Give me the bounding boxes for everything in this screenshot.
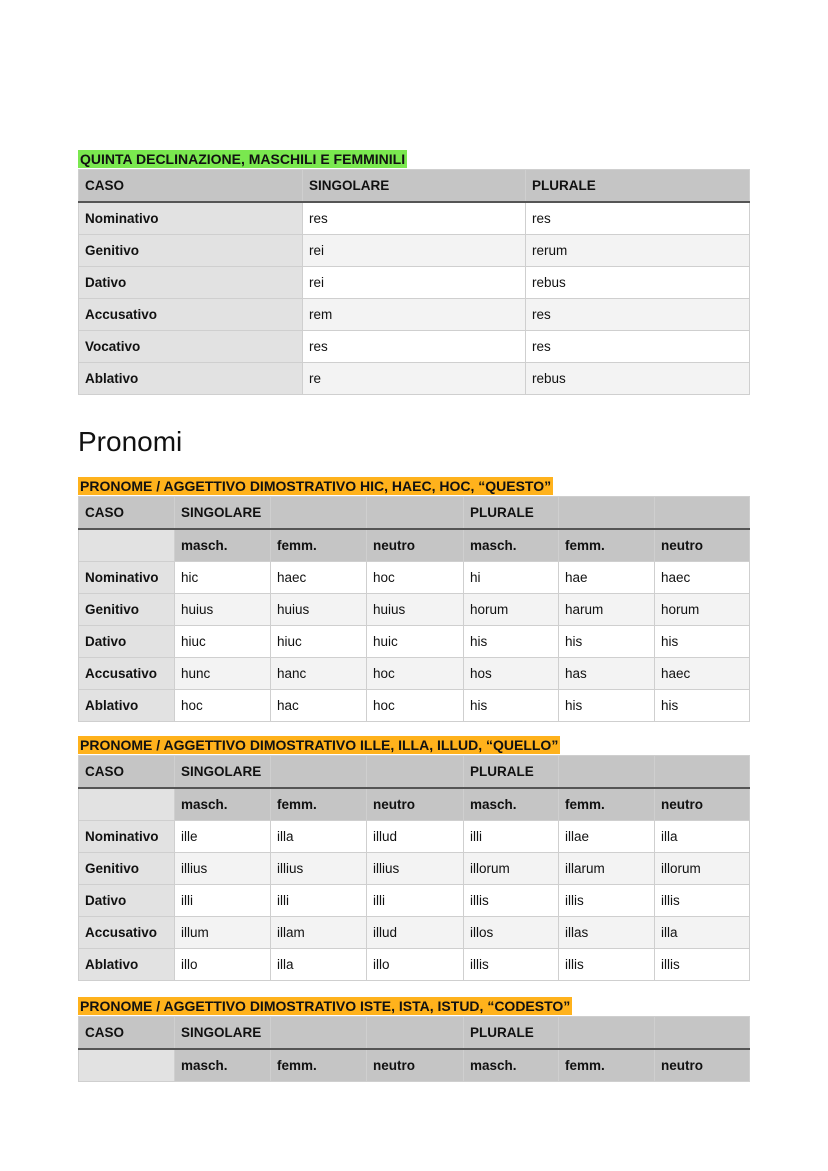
ille-subheader-row [79,788,750,821]
pronoun-form: huic [367,626,464,658]
pronoun-form: illi [464,821,559,853]
gender-header: neutro [655,529,750,562]
column-header: CASO [79,1017,175,1050]
hic-heading: PRONOME / AGGETTIVO DIMOSTRATIVO HIC, HAEC, HOC, “QUESTO” [80,478,552,494]
pronoun-form: illis [655,885,750,917]
quinta-header-row [79,170,750,203]
pronoun-form: his [559,626,655,658]
pronoun-form: haec [655,658,750,690]
pronoun-form: illis [559,949,655,981]
pronoun-form: hi [464,562,559,594]
column-header: PLURALE [464,756,559,789]
column-header [271,497,367,530]
pronoun-form: illis [464,885,559,917]
case-label: Genitivo [79,594,175,626]
case-label: Ablativo [79,363,303,395]
pronoun-form: illos [464,917,559,949]
declension-form: rei [303,267,526,299]
case-label: Dativo [79,885,175,917]
pronoun-form: hos [464,658,559,690]
pronoun-form: illi [271,885,367,917]
pronoun-form: illis [559,885,655,917]
column-header [559,497,655,530]
gender-header: femm. [271,788,367,821]
case-label: Accusativo [79,299,303,331]
table-row [79,299,750,331]
column-header: SINGOLARE [175,497,271,530]
pronoun-form: hae [559,562,655,594]
declension-form: re [303,363,526,395]
gender-header: neutro [367,1049,464,1082]
gender-header: masch. [464,788,559,821]
hic-subheader-row [79,529,750,562]
pronoun-form: hunc [175,658,271,690]
pronoun-form: hoc [367,690,464,722]
gender-header: femm. [271,1049,367,1082]
declension-form: res [526,202,750,235]
gender-header [79,788,175,821]
table-row [79,821,750,853]
pronoun-form: illa [655,821,750,853]
pronoun-form: illud [367,917,464,949]
column-header [271,1017,367,1050]
column-header [559,756,655,789]
pronoun-form: his [655,626,750,658]
column-header: PLURALE [526,170,750,203]
pronoun-form: illi [175,885,271,917]
gender-header: masch. [464,529,559,562]
pronoun-form: illam [271,917,367,949]
column-header [655,1017,750,1050]
table-row [79,885,750,917]
case-label: Nominativo [79,562,175,594]
pronoun-form: hoc [367,562,464,594]
pronoun-form: illis [464,949,559,981]
quinta-heading: QUINTA DECLINAZIONE, MASCHILI E FEMMINILI [80,151,406,167]
table-row [79,690,750,722]
pronoun-form: illorum [655,853,750,885]
iste-header-row [79,1017,750,1050]
gender-header: neutro [367,788,464,821]
declension-form: rebus [526,363,750,395]
declension-form: rei [303,235,526,267]
pronoun-form: illarum [559,853,655,885]
column-header [367,756,464,789]
gender-header: masch. [464,1049,559,1082]
pronoun-form: illius [175,853,271,885]
gender-header: masch. [175,788,271,821]
declension-form: rebus [526,267,750,299]
pronoun-form: illorum [464,853,559,885]
pronoun-form: haec [655,562,750,594]
gender-header: neutro [655,1049,750,1082]
column-header: CASO [79,170,303,203]
column-header: PLURALE [464,1017,559,1050]
pronoun-form: hoc [367,658,464,690]
pronoun-form: ille [175,821,271,853]
gender-header: femm. [271,529,367,562]
table-row [79,626,750,658]
pronoun-form: hic [175,562,271,594]
ille-table [78,755,750,981]
case-label: Accusativo [79,917,175,949]
case-label: Dativo [79,267,303,299]
hic-body [79,562,750,722]
pronoun-form: illud [367,821,464,853]
case-label: Nominativo [79,821,175,853]
declension-form: res [303,202,526,235]
column-header: SINGOLARE [175,1017,271,1050]
pronoun-form: his [559,690,655,722]
table-row [79,949,750,981]
quinta-body [79,202,750,395]
pronoun-form: hanc [271,658,367,690]
column-header [655,756,750,789]
pronoun-form: illum [175,917,271,949]
gender-header [79,529,175,562]
pronoun-form: illius [271,853,367,885]
gender-header: masch. [175,529,271,562]
ille-body [79,821,750,981]
pronoun-form: his [655,690,750,722]
pronoun-form: harum [559,594,655,626]
pronoun-form: huius [271,594,367,626]
table-row [79,853,750,885]
pronoun-form: huius [367,594,464,626]
column-header: CASO [79,756,175,789]
case-label: Ablativo [79,949,175,981]
pronoun-form: hiuc [271,626,367,658]
gender-header: femm. [559,529,655,562]
table-row [79,267,750,299]
case-label: Accusativo [79,658,175,690]
declension-form: res [526,299,750,331]
pronoun-form: illius [367,853,464,885]
column-header: PLURALE [464,497,559,530]
gender-header: masch. [175,1049,271,1082]
pronoun-form: his [464,690,559,722]
gender-header: neutro [367,529,464,562]
pronoun-form: hoc [175,690,271,722]
column-header: SINGOLARE [175,756,271,789]
column-header [271,756,367,789]
gender-header: femm. [559,788,655,821]
case-label: Nominativo [79,202,303,235]
table-row [79,658,750,690]
pronoun-form: his [464,626,559,658]
declension-form: res [303,331,526,363]
table-row [79,562,750,594]
pronoun-form: illa [271,821,367,853]
pronoun-form: illi [367,885,464,917]
case-label: Vocativo [79,331,303,363]
quinta-table [78,169,750,395]
column-header: SINGOLARE [303,170,526,203]
pronoun-form: has [559,658,655,690]
case-label: Dativo [79,626,175,658]
pronoun-form: hiuc [175,626,271,658]
pronoun-form: illa [271,949,367,981]
hic-table [78,496,750,722]
column-header [367,497,464,530]
pronoun-form: horum [464,594,559,626]
section-title: Pronomi [78,426,183,457]
case-label: Genitivo [79,853,175,885]
hic-header-row [79,497,750,530]
pronoun-form: illo [367,949,464,981]
ille-header-row [79,756,750,789]
table-row [79,594,750,626]
gender-header: neutro [655,788,750,821]
iste-subheader-row [79,1049,750,1082]
table-row [79,917,750,949]
pronoun-form: haec [271,562,367,594]
pronoun-form: horum [655,594,750,626]
pronoun-form: hac [271,690,367,722]
declension-form: rerum [526,235,750,267]
table-row [79,235,750,267]
gender-header [79,1049,175,1082]
gender-header: femm. [559,1049,655,1082]
pronoun-form: illae [559,821,655,853]
case-label: Ablativo [79,690,175,722]
column-header: CASO [79,497,175,530]
iste-table [78,1016,750,1082]
declension-form: res [526,331,750,363]
pronoun-form: illa [655,917,750,949]
column-header [559,1017,655,1050]
iste-heading: PRONOME / AGGETTIVO DIMOSTRATIVO ISTE, ISTA, ISTUD, “CODESTO” [80,998,571,1014]
column-header [655,497,750,530]
table-row [79,363,750,395]
pronoun-form: illas [559,917,655,949]
pronoun-form: illo [175,949,271,981]
column-header [367,1017,464,1050]
pronoun-form: illis [655,949,750,981]
table-row [79,202,750,235]
case-label: Genitivo [79,235,303,267]
table-row [79,331,750,363]
declension-form: rem [303,299,526,331]
pronoun-form: huius [175,594,271,626]
ille-heading: PRONOME / AGGETTIVO DIMOSTRATIVO ILLE, ILLA, ILLUD, “QUELLO” [80,737,559,753]
